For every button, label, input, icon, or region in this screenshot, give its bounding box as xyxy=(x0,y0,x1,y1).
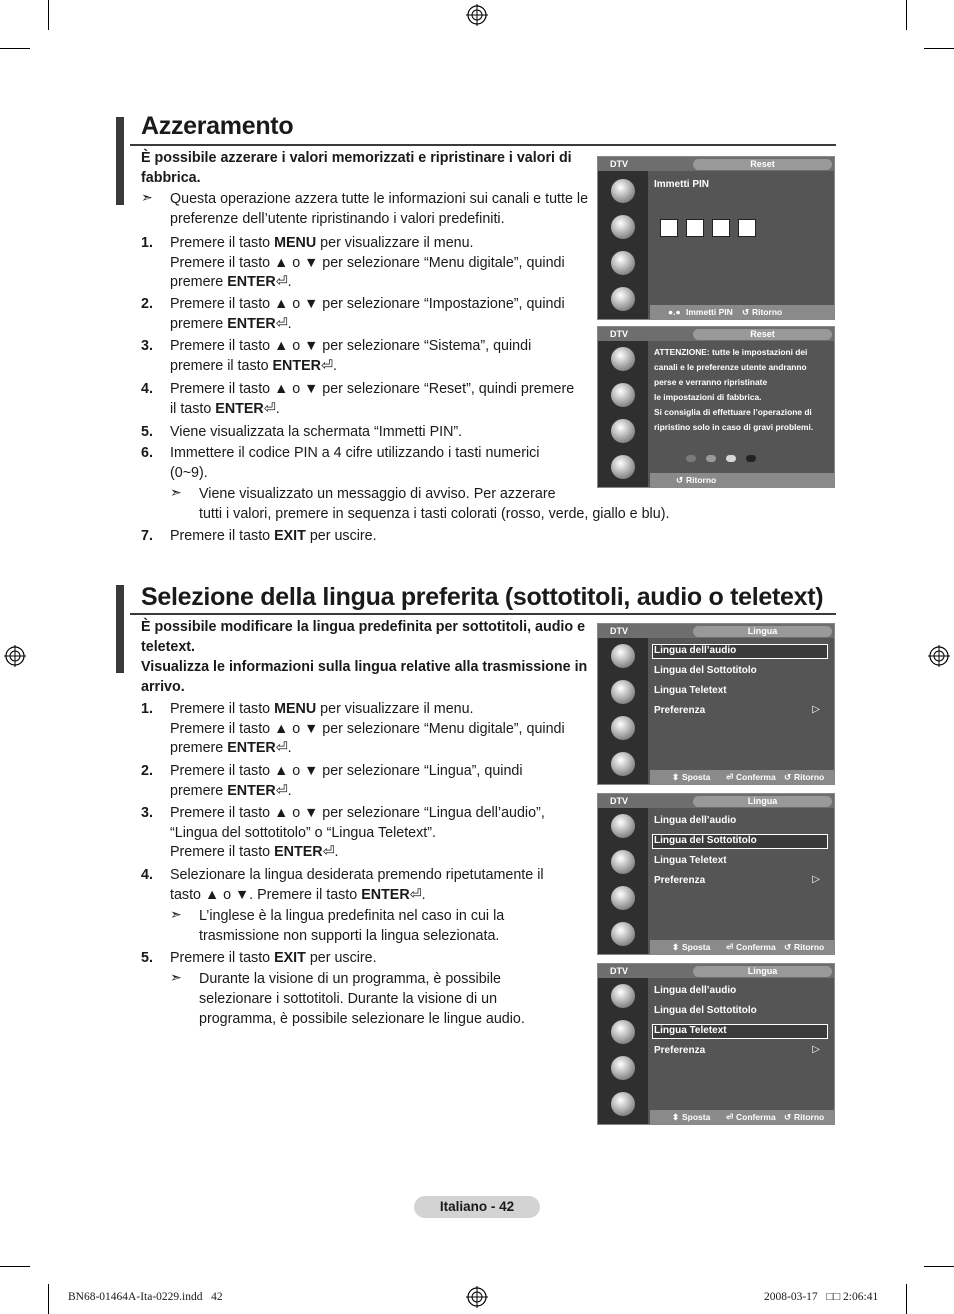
moon-icon xyxy=(611,1020,635,1044)
note-arrow-icon: ➣ xyxy=(170,906,182,922)
dtv-label: DTV xyxy=(610,159,628,169)
crop-mark xyxy=(906,1284,907,1314)
menu-tab: Reset xyxy=(693,329,832,340)
section-bar-gap xyxy=(124,117,130,205)
step-note: programma, è possibile selezionare le lingue audio. xyxy=(199,1011,525,1027)
footer-hint: Immetti PIN xyxy=(686,307,733,317)
gear-icon xyxy=(611,716,635,740)
pin-label: Immetti PIN xyxy=(654,179,710,190)
step-note: L’inglese è la lingua predefinita nel caso in cui la xyxy=(199,908,505,924)
antenna-icon xyxy=(611,347,635,371)
section-title: Selezione della lingua preferita (sottotitoli, audio o teletext) xyxy=(141,583,824,611)
section-note: Questa operazione azzera tutte le informazioni sui canali e tutte le preferenze dell’utente ripristinando i valori predefiniti. xyxy=(170,191,589,227)
moon-icon xyxy=(611,680,635,704)
step-number: 2. xyxy=(141,296,153,312)
footer-date: 2008-03-17 □□ 2:06:41 xyxy=(764,1291,879,1303)
numpad-icon: ●.● xyxy=(668,307,681,317)
step-note: tutti i valori, premere in sequenza i tasti colorati (rosso, verde, giallo e blu). xyxy=(199,506,670,522)
dtv-label: DTV xyxy=(610,966,628,976)
step-text: Premere il tasto ▲ o ▼ per selezionare “Impostazione”, quindi xyxy=(170,296,565,312)
step-text: Premere il tasto MENU per visualizzare il menu. xyxy=(170,701,474,717)
moon-icon xyxy=(611,215,635,239)
menu-item[interactable]: Lingua del Sottotitolo xyxy=(654,835,757,846)
step-number: 7. xyxy=(141,528,153,544)
crop-mark xyxy=(0,1266,30,1267)
warning-line: ATTENZIONE: tutte le impostazioni dei xyxy=(654,347,808,357)
step-text: Immettere il codice PIN a 4 cifre utilizzando i tasti numerici xyxy=(170,445,540,461)
screen-footer xyxy=(650,305,834,319)
warning-line: ripristino solo in caso di gravi problemi. xyxy=(654,422,814,432)
step-note: selezionare i sottotitoli. Durante la visione di un xyxy=(199,991,498,1007)
dtv-label: DTV xyxy=(610,626,628,636)
tv-screen-pin xyxy=(597,156,835,320)
registration-mark-icon xyxy=(466,1286,488,1308)
menu-item[interactable]: Lingua del Sottotitolo xyxy=(654,665,757,676)
crop-mark xyxy=(924,1266,954,1267)
step-number: 3. xyxy=(141,805,153,821)
return-icon: ↺ xyxy=(742,307,750,317)
step-number: 2. xyxy=(141,763,153,779)
step-number: 4. xyxy=(141,381,153,397)
crop-mark xyxy=(48,1284,49,1314)
menu-item[interactable]: Preferenza xyxy=(654,705,706,716)
step-number: 1. xyxy=(141,235,153,251)
step-number: 6. xyxy=(141,445,153,461)
warning-line: Si consiglia di effettuare l’operazione di xyxy=(654,407,812,417)
step-text: premere ENTER⏎. xyxy=(170,740,292,757)
pin-digit-box[interactable] xyxy=(712,219,730,237)
step-text: Premere il tasto MENU per visualizzare il menu. xyxy=(170,235,474,251)
warning-line: perse e verranno ripristinate xyxy=(654,377,768,387)
menu-icon-column xyxy=(598,638,648,784)
return-icon: ↺ xyxy=(784,772,792,782)
menu-icon-column xyxy=(598,341,648,487)
gear-icon xyxy=(611,251,635,275)
section-rule xyxy=(130,613,836,615)
antenna-icon xyxy=(611,644,635,668)
screen-footer xyxy=(650,770,834,784)
step-text: Premere il tasto ▲ o ▼ per selezionare “Sistema”, quindi xyxy=(170,338,532,354)
step-text: Premere il tasto ▲ o ▼ per selezionare “Reset”, quindi premere xyxy=(170,381,575,397)
book-icon xyxy=(611,455,635,479)
enter-icon: ⏎ xyxy=(726,942,734,952)
updown-icon: ⬍ xyxy=(672,942,680,952)
book-icon xyxy=(611,752,635,776)
blue-key-dot xyxy=(746,455,756,462)
submenu-arrow-icon: ▷ xyxy=(812,704,820,715)
step-text: premere ENTER⏎. xyxy=(170,315,292,332)
step-text: Premere il tasto ENTER⏎. xyxy=(170,844,339,861)
dtv-label: DTV xyxy=(610,329,628,339)
tv-screen-lingua xyxy=(597,963,835,1125)
dtv-label: DTV xyxy=(610,796,628,806)
menu-item[interactable]: Lingua Teletext xyxy=(654,855,727,866)
menu-icon-column xyxy=(598,978,648,1124)
footer-hint: Sposta xyxy=(682,942,711,952)
step-note: trasmissione non supporti la lingua selezionata. xyxy=(199,928,500,944)
step-text: Premere il tasto EXIT per uscire. xyxy=(170,528,377,544)
crop-mark xyxy=(906,0,907,30)
yellow-key-dot xyxy=(726,455,736,462)
tv-screen-lingua xyxy=(597,793,835,955)
enter-icon: ⏎ xyxy=(726,1112,734,1122)
step-number: 1. xyxy=(141,701,153,717)
pin-digit-box[interactable] xyxy=(738,219,756,237)
step-note: Viene visualizzato un messaggio di avviso. Per azzerare xyxy=(199,486,556,502)
step-text: (0~9). xyxy=(170,464,208,481)
footer-hint: Ritorno xyxy=(794,942,825,952)
section-intro: È possibile azzerare i valori memorizzati e ripristinare i valori di fabbrica. xyxy=(141,150,572,186)
step-text: Premere il tasto ▲ o ▼ per selezionare “Lingua dell’audio”, xyxy=(170,805,545,821)
red-key-dot xyxy=(686,455,696,462)
registration-mark-icon xyxy=(928,645,950,667)
warning-text xyxy=(650,341,834,473)
footer-hint: Ritorno xyxy=(752,307,783,317)
screen-footer xyxy=(650,473,834,487)
gear-icon xyxy=(611,419,635,443)
antenna-icon xyxy=(611,984,635,1008)
moon-icon xyxy=(611,850,635,874)
return-icon: ↺ xyxy=(784,942,792,952)
antenna-icon xyxy=(611,179,635,203)
footer-hint: Sposta xyxy=(682,1112,711,1122)
footer-hint: Conferma xyxy=(736,1112,776,1122)
menu-item[interactable]: Lingua Teletext xyxy=(654,685,727,696)
section-intro: Visualizza le informazioni sulla lingua relative alla trasmissione in arrivo. xyxy=(141,659,588,695)
registration-mark-icon xyxy=(4,645,26,667)
green-key-dot xyxy=(706,455,716,462)
submenu-arrow-icon: ▷ xyxy=(812,1044,820,1055)
menu-item[interactable]: Preferenza xyxy=(654,1045,706,1056)
gear-icon xyxy=(611,1056,635,1080)
updown-icon: ⬍ xyxy=(672,1112,680,1122)
updown-icon: ⬍ xyxy=(672,772,680,782)
menu-icon-column xyxy=(598,808,648,954)
book-icon xyxy=(611,287,635,311)
section-title: Azzeramento xyxy=(141,112,294,140)
menu-item[interactable]: Preferenza xyxy=(654,875,706,886)
footer-hint: Sposta xyxy=(682,772,711,782)
menu-item[interactable]: Lingua dell’audio xyxy=(654,645,737,656)
step-text: premere ENTER⏎. xyxy=(170,274,292,291)
menu-item[interactable]: Lingua Teletext xyxy=(654,1025,727,1036)
pin-digit-box[interactable] xyxy=(686,219,704,237)
menu-item[interactable]: Lingua del Sottotitolo xyxy=(654,1005,757,1016)
step-text: premere il tasto ENTER⏎. xyxy=(170,357,337,374)
footer-hint: Ritorno xyxy=(794,1112,825,1122)
menu-tab: Lingua xyxy=(693,966,832,977)
step-text: premere ENTER⏎. xyxy=(170,782,292,799)
step-text: “Lingua del sottotitolo” o “Lingua Teletext”. xyxy=(170,824,436,841)
tv-screen-lingua xyxy=(597,623,835,785)
step-text: Premere il tasto ▲ o ▼ per selezionare “Lingua”, quindi xyxy=(170,763,523,779)
crop-mark xyxy=(0,48,30,49)
step-text: il tasto ENTER⏎. xyxy=(170,400,280,417)
book-icon xyxy=(611,1092,635,1116)
section-bar-gap xyxy=(124,585,130,673)
menu-icon-column xyxy=(598,171,648,319)
book-icon xyxy=(611,922,635,946)
footer-hint: Conferma xyxy=(736,772,776,782)
gear-icon xyxy=(611,886,635,910)
step-text: Viene visualizzata la schermata “Immetti PIN”. xyxy=(170,424,463,440)
note-arrow-icon: ➣ xyxy=(170,484,182,500)
menu-item[interactable]: Lingua dell’audio xyxy=(654,815,737,826)
crop-mark xyxy=(924,48,954,49)
step-text: Premere il tasto ▲ o ▼ per selezionare “Menu digitale”, quindi xyxy=(170,254,565,271)
section-intro: È possibile modificare la lingua predefinita per sottotitoli, audio e teletext. xyxy=(141,619,586,655)
menu-tab: Lingua xyxy=(693,626,832,637)
footer-hint: Ritorno xyxy=(686,475,717,485)
warning-line: canali e le preferenze utente andranno xyxy=(654,362,807,372)
menu-item[interactable]: Lingua dell’audio xyxy=(654,985,737,996)
screen-footer xyxy=(650,940,834,954)
warning-line: le impostazioni di fabbrica. xyxy=(654,392,762,402)
step-number: 5. xyxy=(141,950,153,966)
section-rule xyxy=(130,144,836,146)
step-text: tasto ▲ o ▼. Premere il tasto ENTER⏎. xyxy=(170,886,426,903)
moon-icon xyxy=(611,383,635,407)
note-arrow-icon: ➣ xyxy=(141,189,153,205)
menu-tab: Reset xyxy=(693,159,832,170)
step-text: Premere il tasto ▲ o ▼ per selezionare “Menu digitale”, quindi xyxy=(170,720,565,737)
submenu-arrow-icon: ▷ xyxy=(812,874,820,885)
page-number: Italiano - 42 xyxy=(414,1196,540,1218)
screen-footer xyxy=(650,1110,834,1124)
note-arrow-icon: ➣ xyxy=(170,969,182,985)
footer-hint: Ritorno xyxy=(794,772,825,782)
return-icon: ↺ xyxy=(784,1112,792,1122)
tv-screen-warning xyxy=(597,326,835,488)
enter-icon: ⏎ xyxy=(726,772,734,782)
footer-file: BN68-01464A-Ita-0229.indd 42 xyxy=(68,1291,223,1303)
footer-hint: Conferma xyxy=(736,942,776,952)
registration-mark-icon xyxy=(466,4,488,26)
antenna-icon xyxy=(611,814,635,838)
crop-mark xyxy=(48,0,49,30)
step-number: 5. xyxy=(141,424,153,440)
step-number: 4. xyxy=(141,867,153,883)
step-note: Durante la visione di un programma, è possibile xyxy=(199,971,501,987)
pin-digit-box[interactable] xyxy=(660,219,678,237)
menu-tab: Lingua xyxy=(693,796,832,807)
return-icon: ↺ xyxy=(676,475,684,485)
step-number: 3. xyxy=(141,338,153,354)
step-text: Selezionare la lingua desiderata premendo ripetutamente il xyxy=(170,867,544,883)
step-text: Premere il tasto EXIT per uscire. xyxy=(170,950,377,966)
